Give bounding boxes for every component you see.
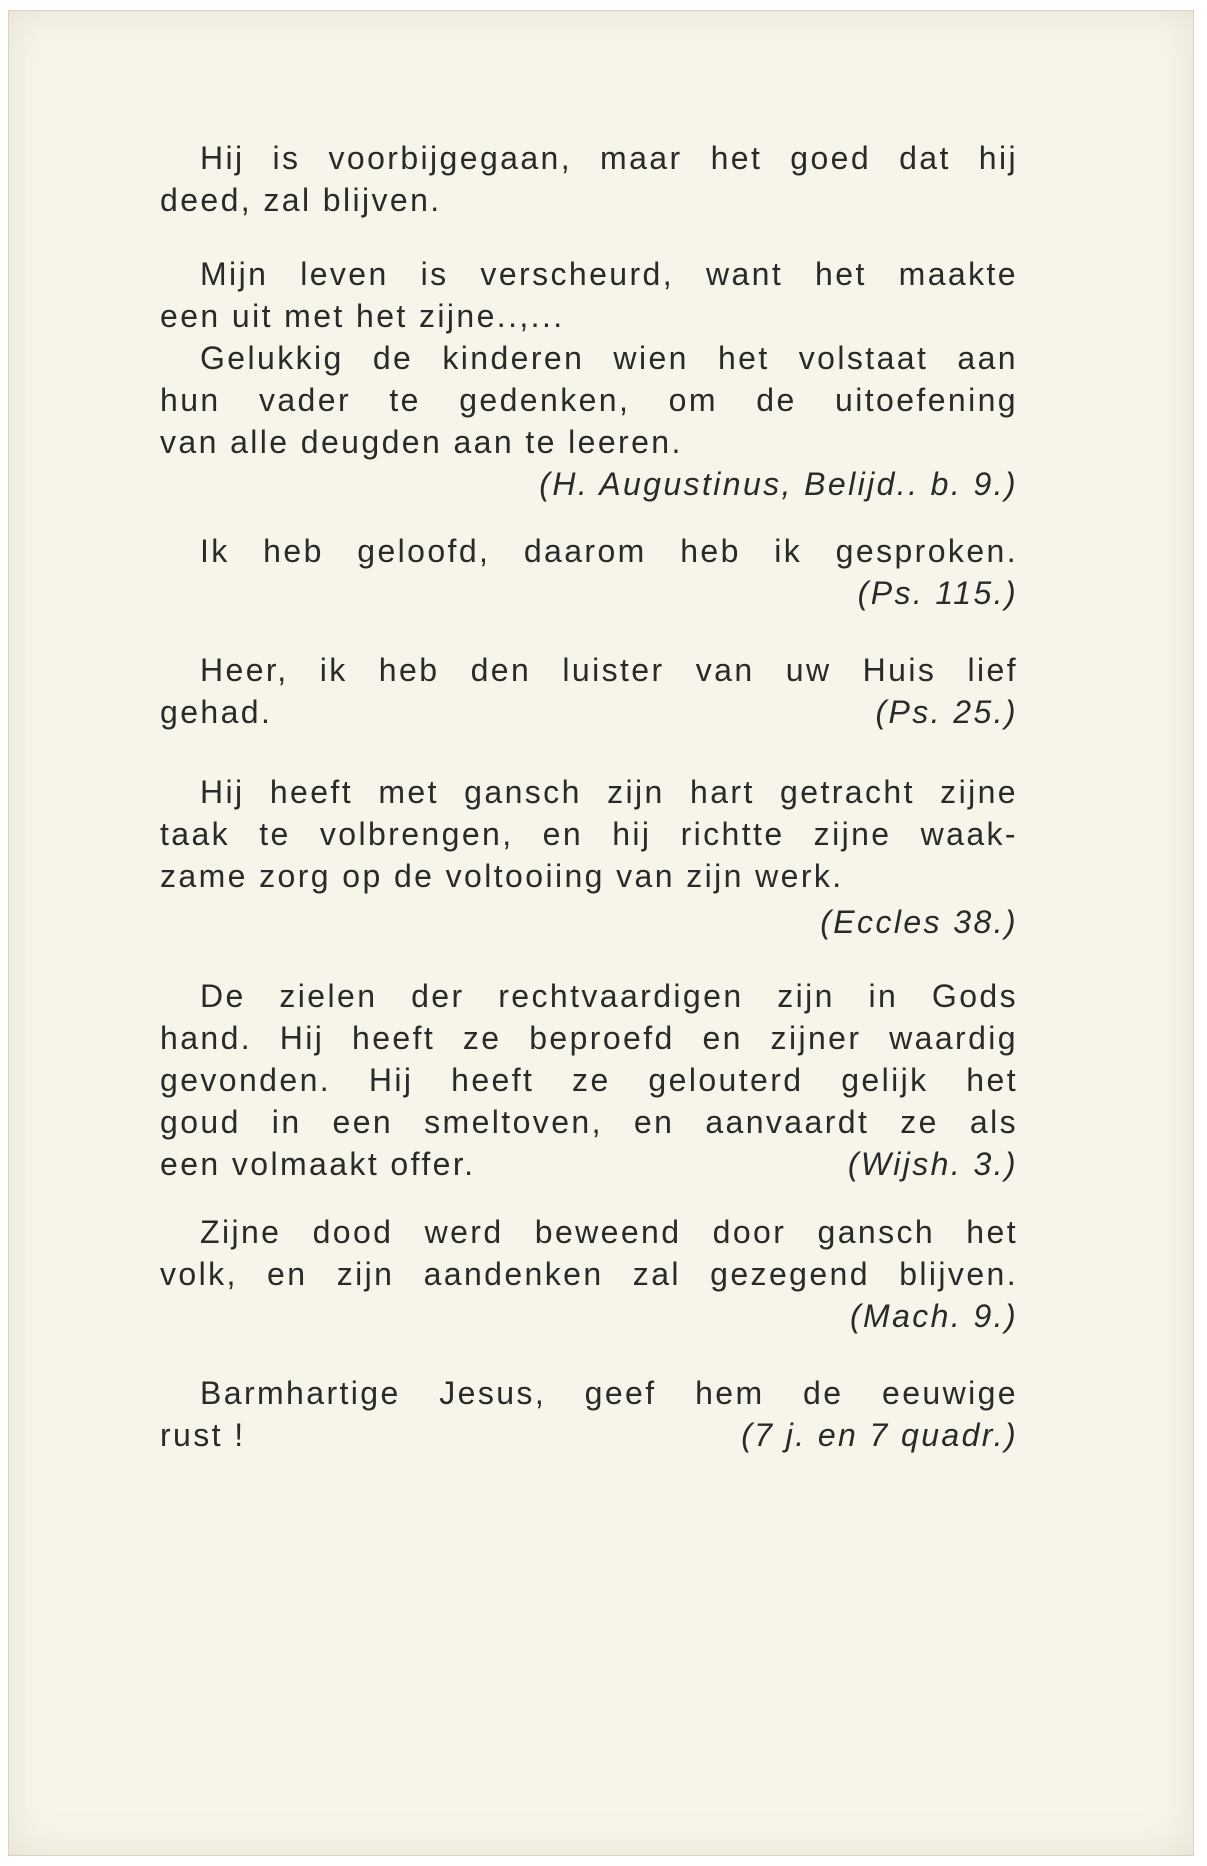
- text-line: volk, en zijn aandenken zal gezegend blijven.: [160, 1256, 1018, 1292]
- citation: (Eccles 38.): [820, 904, 1018, 940]
- text-line: gevonden. Hij heeft ze gelouterd gelijk het: [160, 1062, 1018, 1098]
- text-line: Mijn leven is verscheurd, want het maakte: [200, 256, 1018, 292]
- text-line: goud in een smeltoven, en aanvaardt ze als: [160, 1104, 1018, 1140]
- citation: (Wijsh. 3.): [847, 1146, 1018, 1182]
- citation: (H. Augustinus, Belijd.. b. 9.): [539, 466, 1018, 502]
- citation: (Ps. 115.): [857, 575, 1018, 611]
- citation: (Ps. 25.): [875, 694, 1018, 730]
- passage-eccles: [160, 771, 1018, 943]
- passage-prayer: [160, 1372, 1018, 1456]
- passage-wijsh: [160, 975, 1018, 1185]
- text-line: gehad.: [160, 694, 273, 730]
- text-line: Heer, ik heb den luister van uw Huis lief: [200, 652, 1018, 688]
- text-line: zame zorg op de voltooiing van zijn werk.: [160, 858, 844, 894]
- citation: (Mach. 9.): [849, 1298, 1018, 1334]
- text-line: taak te volbrengen, en hij richtte zijne waak-: [160, 816, 1018, 852]
- text-line: rust !: [160, 1417, 246, 1453]
- line-with-citation: [160, 1143, 1018, 1185]
- passage-mach: [160, 1211, 1018, 1337]
- text-line: hun vader te gedenken, om de uitoefening: [160, 382, 1018, 418]
- passage-ps-25: [160, 649, 1018, 733]
- passage-ps-115: [160, 530, 1018, 614]
- text-line: Gelukkig de kinderen wien het volstaat aan: [200, 340, 1018, 376]
- text-line: De zielen der rechtvaardigen zijn in Gods: [200, 978, 1018, 1014]
- passage-1: [160, 137, 1018, 221]
- text-line: hand. Hij heeft ze beproefd en zijner waardig: [160, 1020, 1018, 1056]
- text-line: een volmaakt offer.: [160, 1146, 476, 1182]
- text-line: Hij heeft met gansch zijn hart getracht zijne: [200, 774, 1018, 810]
- text-line: Ik heb geloofd, daarom heb ik gesproken.: [200, 533, 1018, 569]
- text-line: een uit met het zijne..,...: [160, 298, 565, 334]
- text-line: Hij is voorbijgegaan, maar het goed dat hij: [200, 140, 1018, 176]
- line-with-citation: [160, 691, 1018, 733]
- text-line: deed, zal blijven.: [160, 182, 442, 218]
- line-with-citation: [160, 1414, 1018, 1456]
- text-line: Zijne dood werd beweend door gansch het: [200, 1214, 1018, 1250]
- text-line: Barmhartige Jesus, geef hem de eeuwige: [200, 1375, 1018, 1411]
- passage-augustinus: [160, 253, 1018, 505]
- citation: (7 j. en 7 quadr.): [741, 1417, 1018, 1453]
- text-line: van alle deugden aan te leeren.: [160, 424, 683, 460]
